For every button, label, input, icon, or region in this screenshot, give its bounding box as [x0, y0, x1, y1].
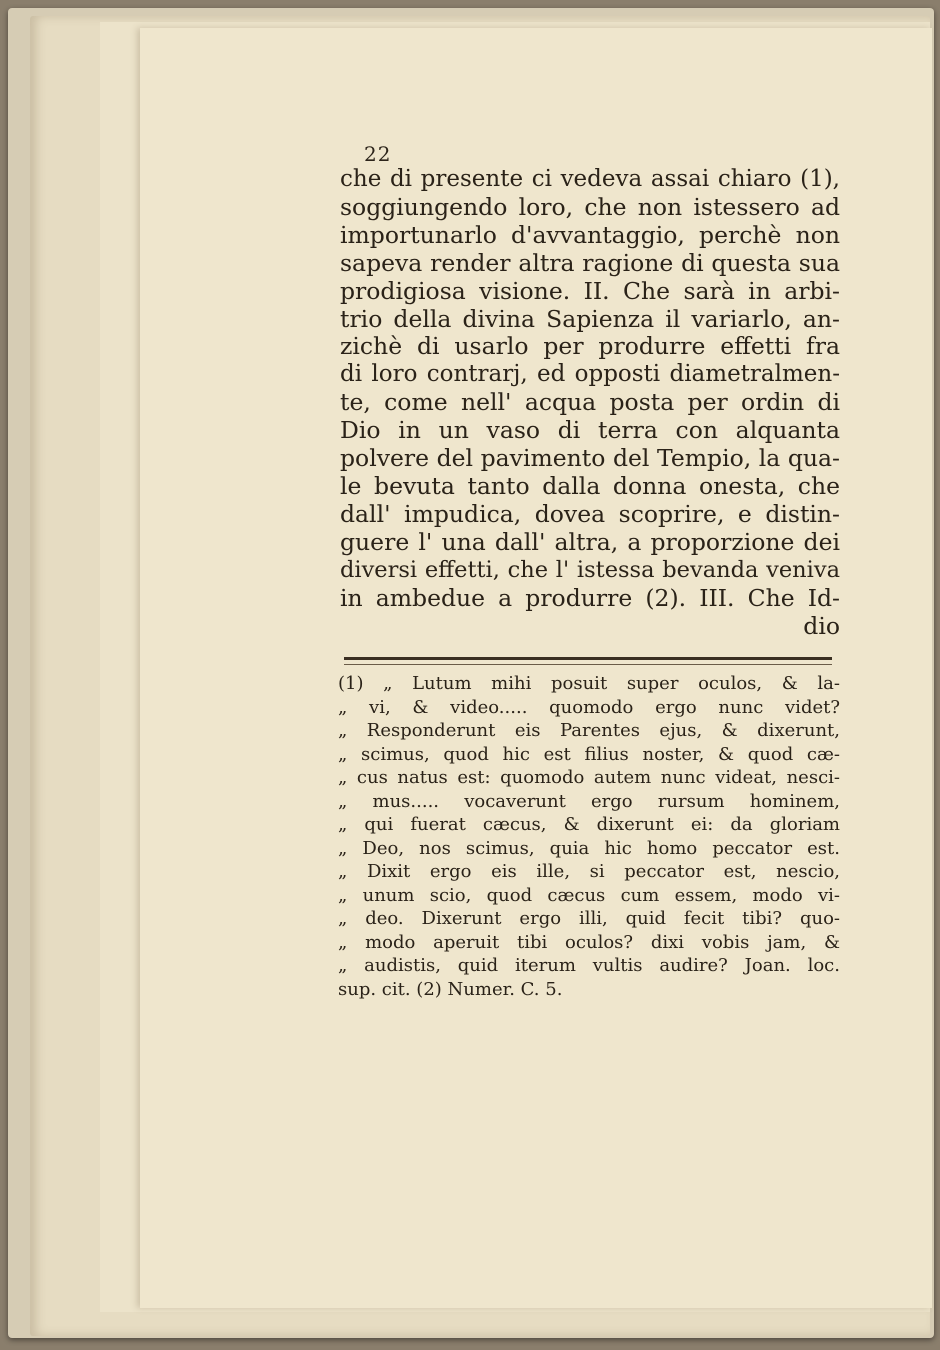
body-line: che di presente ci vedeva assai chiaro (1),: [340, 166, 840, 192]
body-line: guere l' una dall' altra, a proporzione dei: [340, 527, 840, 556]
body-line: dall' impudica, dovea scoprire, e distin-: [340, 499, 840, 528]
body-line: polvere del pavimento del Tempio, la qua-: [340, 444, 840, 473]
catchword: dio: [803, 611, 840, 640]
body-line: in ambedue a produrre (2). III. Che Id-: [340, 583, 840, 612]
body-line: sapeva render altra ragione di questa sua: [340, 248, 840, 277]
body-line: importunarlo d'avvantaggio, perchè non: [340, 220, 840, 249]
footnote-line: „ Dixit ergo eis ille, si peccator est, nescio,: [338, 861, 840, 882]
page-number: 22: [364, 142, 392, 166]
body-line: te, come nell' acqua posta per ordin di: [340, 388, 840, 417]
body-line: trio della divina Sapienza il variarlo, an-: [340, 304, 840, 333]
body-line: di loro contrarj, ed opposti diametralmen-: [340, 361, 840, 388]
body-line: soggiungendo loro, che non istessero ad: [340, 192, 840, 221]
footnotes: [338, 672, 840, 1001]
footnote-line: „ audistis, quid iterum vultis audire? Joan. loc.: [338, 955, 840, 976]
body-line: prodigiosa visione. II. Che sarà in arbi-: [340, 276, 840, 305]
footnote-rule: [344, 657, 832, 665]
body-text: [340, 166, 840, 640]
footnote-line: sup. cit. (2) Numer. C. 5.: [338, 978, 563, 1000]
footnote-line: „ scimus, quod hic est filius noster, & quod cæ-: [338, 743, 840, 765]
footnote-line: „ vi, & video..... quomodo ergo nunc videt?: [338, 696, 840, 718]
body-line: zichè di usarlo per produrre effetti fra: [340, 332, 840, 361]
footnote-line: „ deo. Dixerunt ergo illi, quid fecit tibi? quo-: [338, 908, 840, 929]
footnote-line: „ cus natus est: quomodo autem nunc videat, nesci-: [338, 767, 840, 788]
body-line: le bevuta tanto dalla donna onesta, che: [340, 471, 840, 500]
footnote-line: „ Responderunt eis Parentes ejus, & dixerunt,: [338, 720, 840, 741]
body-line: diversi effetti, che l' istessa bevanda veniva: [340, 556, 840, 583]
footnote-line: „ Deo, nos scimus, quia hic homo peccator est.: [338, 837, 840, 859]
body-line: Dio in un vaso di terra con alquanta: [340, 416, 840, 445]
footnote-line: „ unum scio, quod cæcus cum essem, modo vi-: [338, 884, 840, 906]
footnote-line: „ qui fuerat cæcus, & dixerunt ei: da gloriam: [338, 814, 840, 835]
footnote-line: „ modo aperuit tibi oculos? dixi vobis jam, &: [338, 931, 840, 953]
footnote-line: (1) „ Lutum mihi posuit super oculos, & la-: [338, 673, 840, 694]
footnote-line: „ mus..... vocaverunt ergo rursum hominem,: [338, 790, 840, 812]
